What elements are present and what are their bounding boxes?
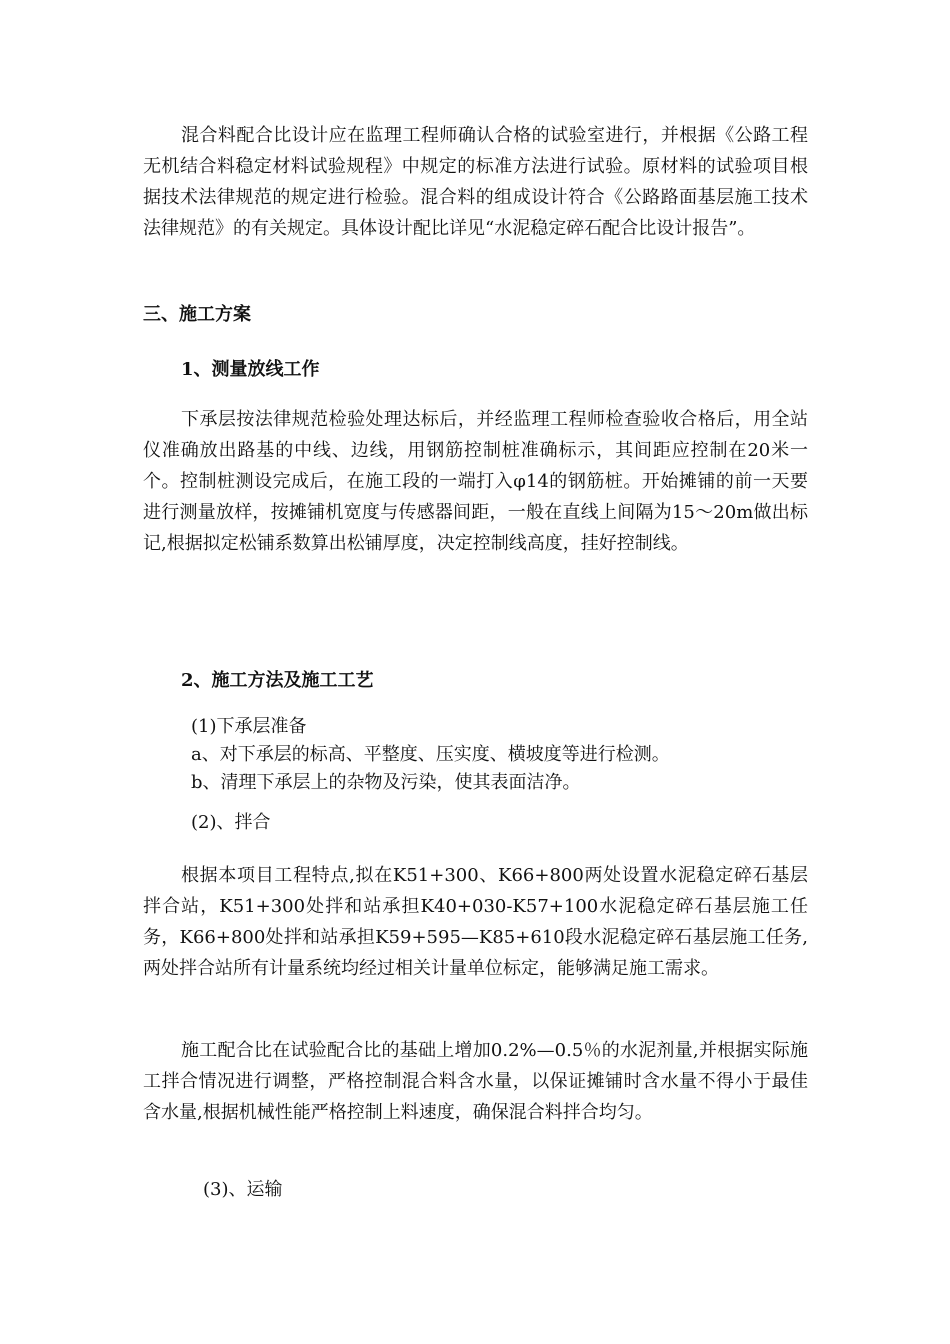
section-heading-construction-plan: 三、施工方案 [143, 304, 251, 325]
paragraph-mix-design: 混合料配合比设计应在监理工程师确认合格的试验室进行，并根据《公路工程无机结合料稳定材料试验规程》中规定的标准方法进行试验。原材料的试验项目根据技术法律规范的规定进行检验。混合料的组成设计符合《公路路面基层施工技术法律规范》的有关规定。具体设计配比详见“水泥稳定碎石配合比设计报告”。 [143, 125, 808, 239]
item-cleaning: b、清理下承层上的杂物及污染，使其表面洁净。 [191, 772, 581, 793]
paragraph-survey: 下承层按法律规范检验处理达标后，并经监理工程师检查验收合格后，用全站仪准确放出路基的中线、边线，用钢筋控制桩准确标示，其间距应控制在20米一个。控制桩测设完成后，在施工段的一端打入φ14的钢筋桩。开始摊铺的前一天要进行测量放样，按摊铺机宽度与传感器间距，一般在直线上间隔为15～20m做出标记,根据拟定松铺系数算出松铺厚度，决定控制线高度，挂好控制线。 [143, 409, 808, 554]
item-mixing: (2)、拌合 [191, 812, 271, 833]
subheading-construction-method: 2、施工方法及施工工艺 [181, 670, 374, 691]
paragraph-mix-ratio: 施工配合比在试验配合比的基础上增加0.2%—0.5％的水泥剂量,并根据实际施工拌合情况进行调整，严格控制混合料含水量，以保证摊铺时含水量不得小于最佳含水量,根据机械性能严格控制上料速度，确保混合料拌合均匀。 [143, 1040, 808, 1123]
item-inspection: a、对下承层的标高、平整度、压实度、横坡度等进行检测。 [191, 744, 670, 765]
item-subgrade-preparation: (1)下承层准备 [191, 716, 307, 737]
subheading-survey-work: 1、测量放线工作 [181, 359, 320, 380]
item-transport: (3)、运输 [203, 1179, 283, 1200]
paragraph-mixing-station: 根据本项目工程特点,拟在K51+300、K66+800两处设置水泥稳定碎石基层拌合站，K51+300处拌和站承担K40+030-K57+100水泥稳定碎石基层施工任务，K66+800处拌和站承担K59+595—K85+610段水泥稳定碎石基层施工任务,两处拌合站所有计量系统均经过相关计量单位标定，能够满足施工需求。 [143, 865, 808, 979]
